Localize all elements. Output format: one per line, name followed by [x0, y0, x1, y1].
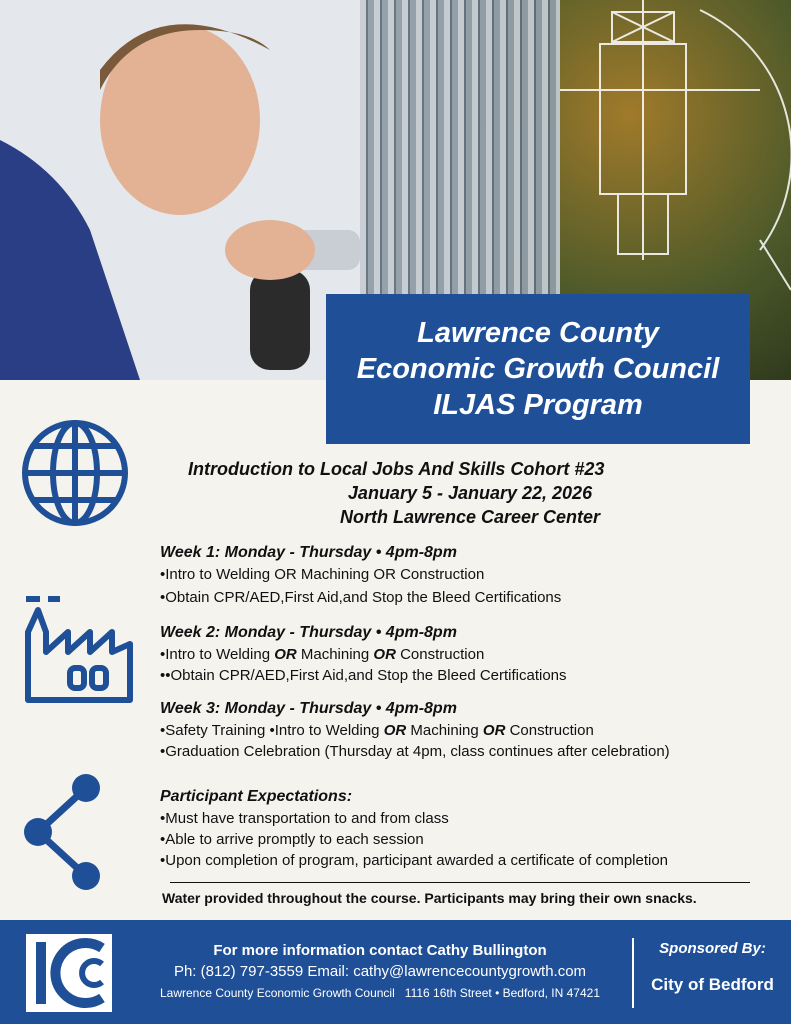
sponsor-label: Sponsored By: — [659, 940, 766, 957]
week-1-item-1: •Intro to Welding OR Machining OR Construction — [160, 566, 485, 583]
contact-address: Lawrence County Economic Growth Council 1116 16th Street • Bedford, IN 47421 — [159, 986, 601, 1000]
week-2 — [160, 622, 780, 686]
week-2-item-2: ••Obtain CPR/AED,First Aid,and Stop the Bleed Certifications — [160, 667, 567, 684]
week-3-heading: Week 3: Monday - Thursday • 4pm-8pm — [160, 700, 457, 717]
title-line-1: Lawrence County — [417, 317, 659, 349]
contact-phone-email: Ph: (812) 797-3559 Email: cathy@lawrencecountygrowth.com — [173, 963, 587, 980]
week-3-item-1: •Safety Training •Intro to Welding OR Machining OR Construction — [160, 722, 594, 739]
intro-title: Introduction to Local Jobs And Skills Cohort #23 — [188, 459, 605, 479]
intro-dates: January 5 - January 22, 2026 — [347, 483, 593, 503]
expectation-item: •Able to arrive promptly to each session — [160, 831, 424, 848]
week-3-item-2: •Graduation Celebration (Thursday at 4pm, class continues after celebration) — [160, 743, 670, 760]
contact-name: For more information contact Cathy Bullington — [213, 942, 547, 959]
expectation-item: •Upon completion of program, participant awarded a certificate of completion — [160, 852, 669, 869]
week-1-heading: Week 1: Monday - Thursday • 4pm-8pm — [160, 544, 457, 561]
week-2-item-1: •Intro to Welding OR Machining OR Construction — [160, 646, 485, 663]
week-1 — [160, 542, 780, 608]
globe-icon — [20, 418, 130, 528]
technician-photo — [0, 0, 360, 380]
program-title — [326, 294, 750, 444]
expectations-heading: Participant Expectations: — [160, 788, 353, 805]
intro-location: North Lawrence Career Center — [339, 507, 601, 527]
title-line-3: ILJAS Program — [433, 389, 643, 421]
contact-info — [130, 942, 630, 1000]
participant-expectations — [160, 786, 780, 871]
title-line-2: Economic Growth Council — [356, 353, 720, 385]
divider — [170, 882, 750, 883]
sponsor-block — [640, 940, 785, 995]
council-logo — [26, 934, 112, 1012]
week-3 — [160, 698, 780, 762]
footer — [0, 920, 791, 1024]
snack-note: Water provided throughout the course. Participants may bring their own snacks. — [162, 890, 697, 906]
week-2-heading: Week 2: Monday - Thursday • 4pm-8pm — [160, 624, 457, 641]
factory-icon — [20, 592, 136, 704]
footer-divider — [632, 938, 634, 1008]
intro-block — [170, 457, 770, 529]
share-icon — [20, 772, 104, 892]
week-1-item-2: •Obtain CPR/AED,First Aid,and Stop the Bleed Certifications — [160, 589, 562, 606]
sponsor-name: City of Bedford — [651, 975, 774, 994]
expectation-item: •Must have transportation to and from class — [160, 810, 449, 827]
